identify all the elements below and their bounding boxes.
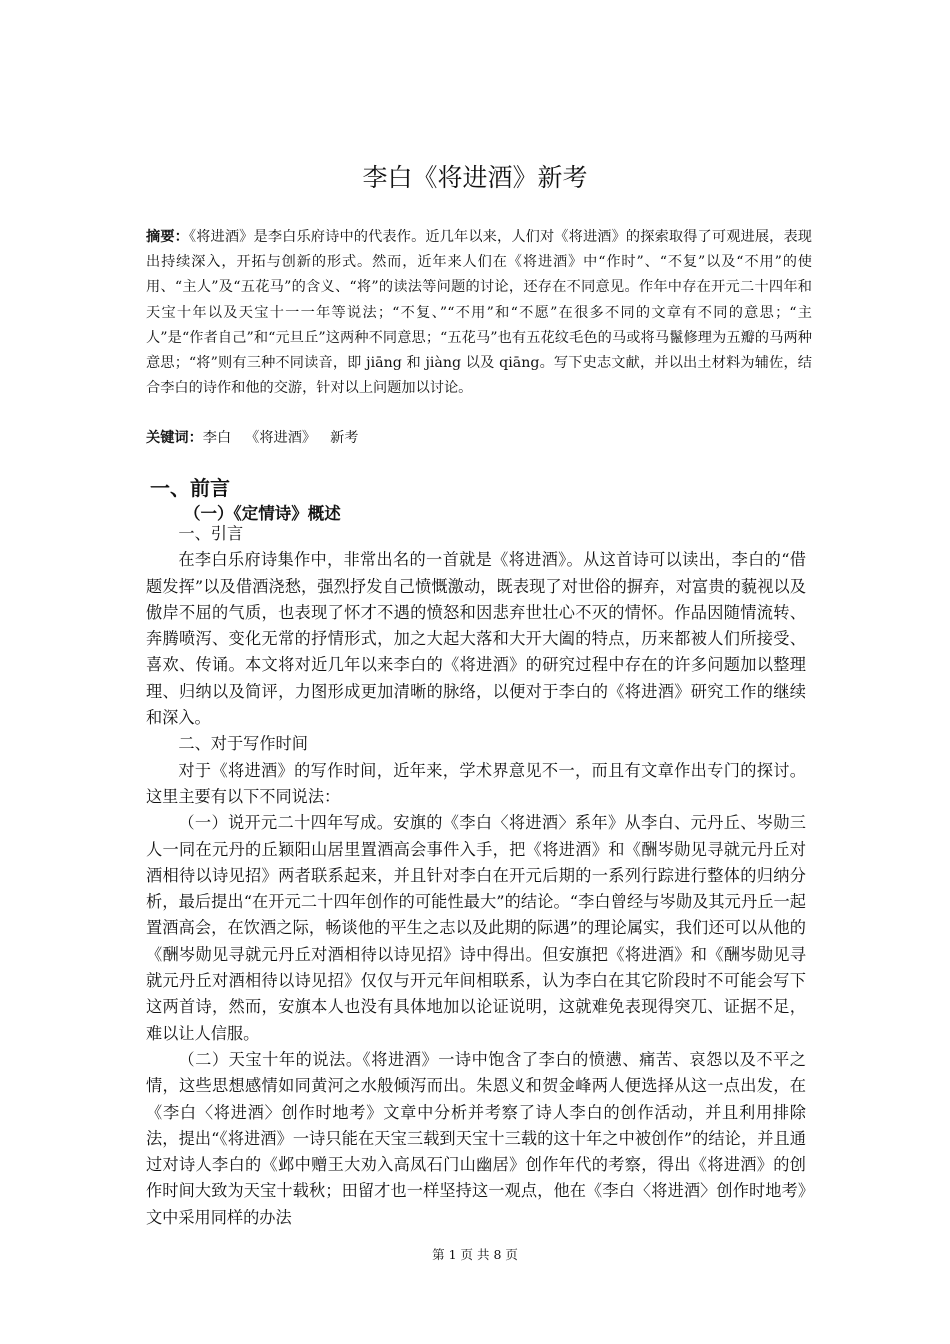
page-footer: 第 1 页 共 8 页 — [432, 1247, 518, 1262]
keywords-label: 关键词： — [146, 430, 203, 446]
abstract — [146, 225, 812, 401]
paragraph: 对于《将进酒》的写作时间，近年来，学术界意见不一，而且有文章作出专门的探讨。这里主要有以下不同说法： — [146, 760, 806, 806]
body-text — [146, 521, 806, 1231]
paragraph: （二）天宝十年的说法。《将进酒》一诗中饱含了李白的愤懑、痛苦、哀怨以及不平之情，这些思想感情如同黄河之水般倾泻而出。朱恩义和贺金峰两人便选择从这一点出发，在《李白〈将进酒〉创作时地考》文章中分析并考察了诗人李白的创作活动，并且利用排除法，提出“《将进酒》一诗只能在天宝三载到天宝十三载的这十年之中被创作”的结论，并且通过对诗人李白的《邺中赠王大劝入高凤石门山幽居》创作年代的考察，得出《将进酒》的创作时间大致为天宝十载秋；田留才也一样坚持这一观点，他在《李白〈将进酒〉创作时地考》文中采用同样的办法 — [146, 1049, 806, 1227]
subsection-heading: （一）《定情诗》概述 — [184, 504, 341, 523]
paragraph: 一、引言 — [178, 524, 244, 543]
document-title: 李白《将进酒》新考 — [362, 163, 588, 192]
abstract-text: 《将进酒》是李白乐府诗中的代表作。近几年以来，人们对《将进酒》的探索取得了可观进展，表现出持续深入，开拓与创新的形式。然而，近年来人们在《将进酒》中“作时”、“不复”以及“不用”的使用、“主人”及“五花马”的含义、“将”的读法等问题的讨论，还存在不同意见。作年中存在开元二十四年和天宝十年以及天宝十一一年等说法；“不复、”“不用”和“不愿”在很多不同的文章有不同的意思；“主人”是“作者自己”和“元旦丘”这两种不同意思；“五花马”也有五花纹毛色的马或将马鬣修理为五瓣的马两种意思；“将”则有三种不同读音，即 jiāng 和 jiàng 以及 qiāng。写下史志文献，并以出土材料为辅佐，结合李白的诗作和他的交游，针对以上问题加以讨论。 — [146, 229, 812, 397]
section-heading: 一、前言 — [150, 476, 230, 500]
keywords — [146, 426, 812, 450]
abstract-label: 摘要： — [146, 229, 189, 245]
keyword: 新考 — [330, 430, 359, 446]
keyword: 《将进酒》 — [245, 430, 317, 446]
paragraph: 二、对于写作时间 — [178, 734, 308, 754]
keyword: 李白 — [202, 430, 232, 446]
paragraph: 在李白乐府诗集作中，非常出名的一首就是《将进酒》。从这首诗可以读出，李白的“借题发挥”以及借酒浇愁，强烈抒发自己愤慨激动，既表现了对世俗的摒弃，对富贵的藐视以及傲岸不屈的气质，也表现了怀才不遇的愤怒和因悲弃世壮心不灭的情怀。作品因随情流转、奔腾喷泻、变化无常的抒情形式，加之大起大落和大开大阖的特点，历来都被人们所接受、喜欢、传诵。本文将对近几年以来李白的《将进酒》的研究过程中存在的许多问题加以整理理、归纳以及简评，力图形成更加清晰的脉络，以便对于李白的《将进酒》研究工作的继续和深入。 — [146, 550, 806, 728]
paragraph: （一）说开元二十四年写成。安旗的《李白〈将进酒〉系年》从李白、元丹丘、岑勋三人一同在元丹的丘颖阳山居里置酒高会事件入手，把《将进酒》和《酬岑勋见寻就元丹丘对酒相待以诗见招》两者联系起来，并且针对李白在开元后期的一系列行踪进行整体的归纳分析，最后提出“在开元二十四年创作的可能性最大”的结论。“李白曾经与岑勋及其元丹丘一起置酒高会，在饮酒之际，畅谈他的平生之志以及此期的际遇”的理论属实，我们还可以从他的《酬岑勋见寻就元丹丘对酒相待以诗见招》诗中得出。但安旗把《将进酒》和《酬岑勋见寻就元丹丘对酒相待以诗见招》仅仅与开元年间相联系，认为李白在其它阶段时不可能会写下这两首诗，然而，安旗本人也没有具体地加以论证说明，这就难免表现得突兀、证据不足，难以让人信服。 — [146, 813, 806, 1043]
